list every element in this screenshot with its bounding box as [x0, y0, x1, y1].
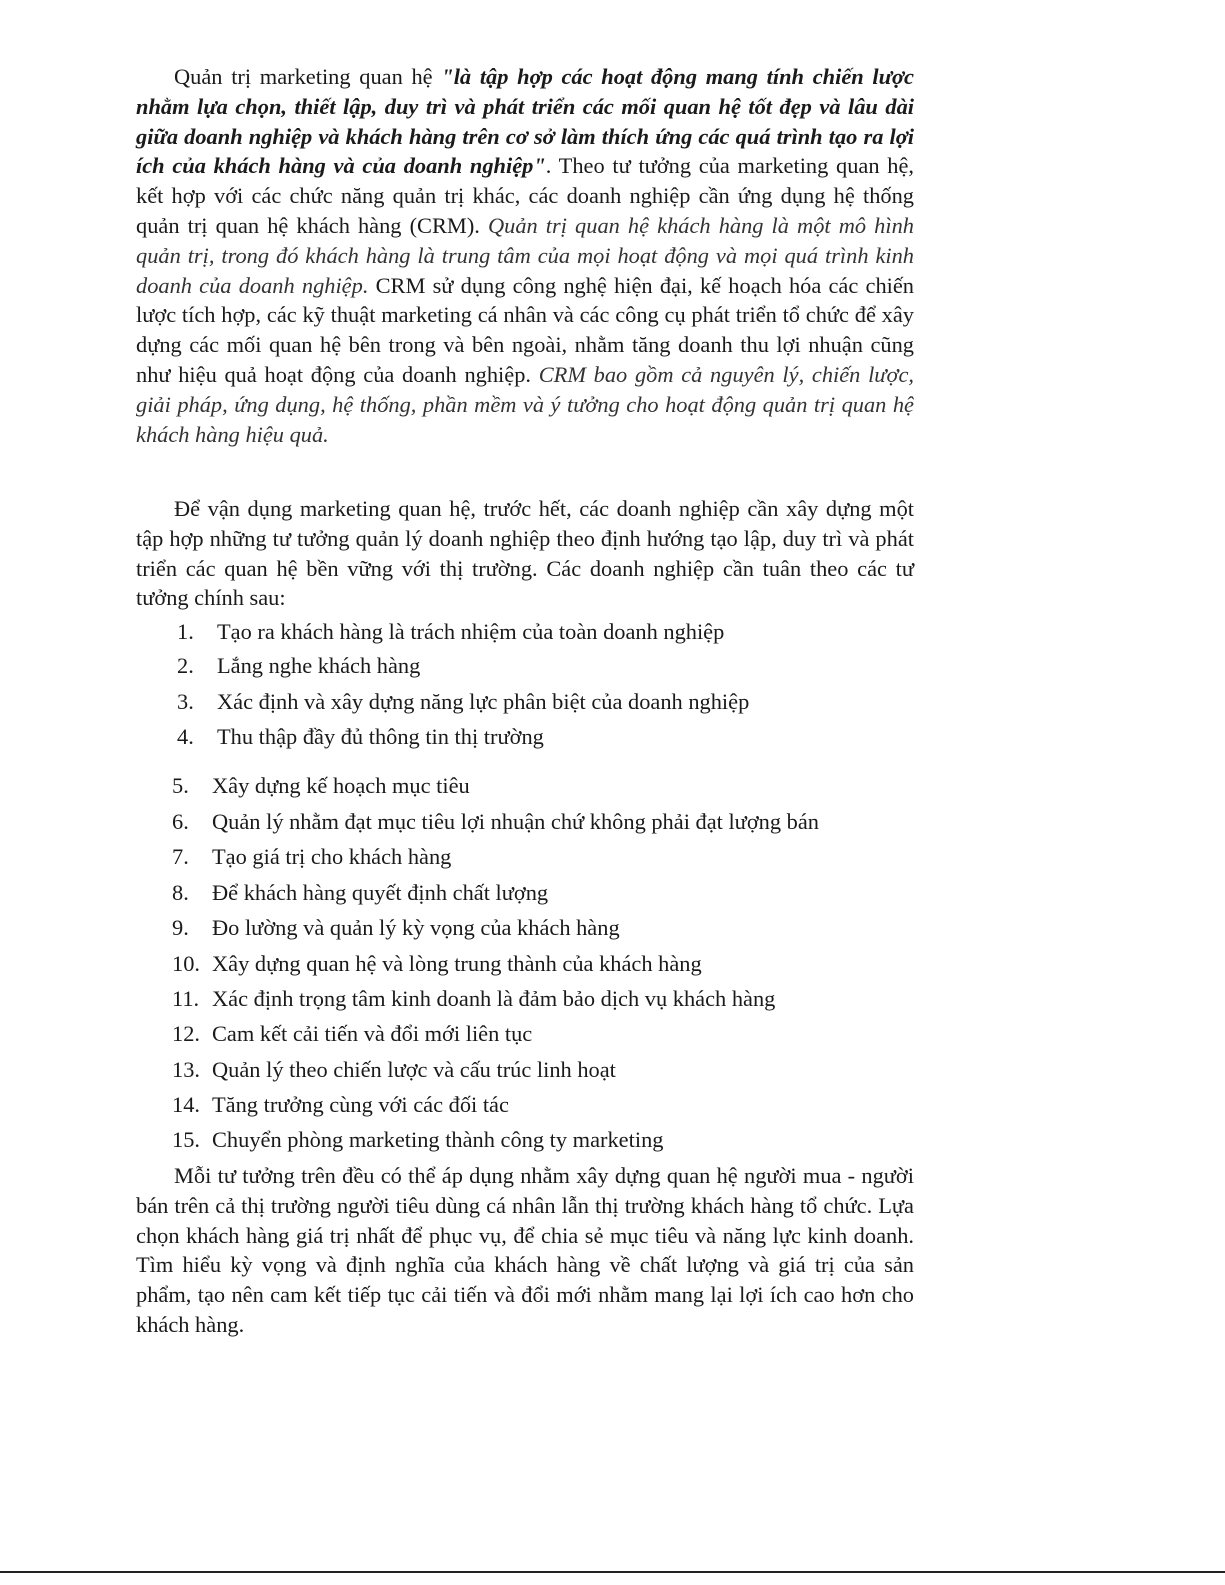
paragraph1-intro: Quản trị marketing quan hệ	[174, 64, 442, 89]
paragraph-principles-intro	[136, 494, 914, 613]
list-item: 11. Xác định trọng tâm kinh doanh là đảm bảo dịch vụ khách hàng	[172, 986, 776, 1011]
list-item: 14. Tăng trưởng cùng với các đối tác	[172, 1092, 509, 1117]
paragraph1-crm-scope-italic: CRM bao gồm cả nguyên lý, chiến lược, giải pháp, ứng dụng, hệ thống, phần mềm và ý tưởng cho hoạt động quản trị quan hệ khách hàng hiệu quả.	[136, 361, 914, 447]
list-item: 9. Đo lường và quản lý kỳ vọng của khách hàng	[172, 915, 620, 940]
list-item: 13. Quản lý theo chiến lược và cấu trúc linh hoạt	[172, 1057, 616, 1082]
paragraph2-text: Để vận dụng marketing quan hệ, trước hết, các doanh nghiệp cần xây dựng một tập hợp những tư tưởng quản lý doanh nghiệp theo định hướng tạo lập, duy trì và phát triển các quan hệ bền vững với thị trường. Các doanh nghiệp cần tuân theo các tư tưởng chính sau:	[136, 496, 914, 611]
list-item: 7. Tạo giá trị cho khách hàng	[172, 844, 452, 869]
list-item: 12. Cam kết cải tiến và đổi mới liên tục	[172, 1021, 533, 1046]
list-item: 8. Để khách hàng quyết định chất lượng	[172, 880, 549, 905]
paragraph1-crm-italic: Quản trị quan hệ khách hàng là một mô hình quản trị, trong đó khách hàng là trung tâm của mọi hoạt động và mọi quá trình kinh doanh của doanh nghiệp.	[136, 212, 914, 298]
paragraph1-quote: "là tập hợp các hoạt động mang tính chiến lược nhằm lựa chọn, thiết lập, duy trì và phát triển các mối quan hệ tốt đẹp và lâu dài giữa doanh nghiệp và khách hàng trên cơ sở làm thích ứng các quá trình tạo ra lợi ích của khách hàng và của doanh nghiệp"	[136, 64, 914, 179]
paragraph1-text-a: . Theo tư tưởng của marketing quan hệ, kết hợp với các chức năng quản trị khác, các doanh nghiệp cần ứng dụng hệ thống quản trị quan hệ khách hàng (CRM).	[136, 153, 914, 238]
paragraph1-text-b: CRM sử dụng công nghệ hiện đại, kế hoạch hóa các chiến lược tích hợp, các kỹ thuật marketing cá nhân và các công cụ phát triển tổ chức để xây dựng các mối quan hệ bên trong và bên ngoài, nhằm tăng doanh thu lợi nhuận cũng như hiệu quả hoạt động của doanh nghiệp.	[136, 272, 914, 387]
list-item: 5. Xây dựng kế hoạch mục tiêu	[172, 773, 470, 798]
paragraph-crm-definition	[136, 62, 914, 449]
list-item: 3. Xác định và xây dựng năng lực phân biệt của doanh nghiệp	[177, 689, 750, 714]
paragraph-application	[136, 1161, 914, 1340]
list-item: 2. Lắng nghe khách hàng	[177, 653, 421, 678]
paragraph3-text: Mỗi tư tưởng trên đều có thể áp dụng nhằm xây dựng quan hệ người mua - người bán trên cả thị trường người tiêu dùng cá nhân lẫn thị trường khách hàng tổ chức. Lựa chọn khách hàng giá trị nhất để phục vụ, để chia sẻ mục tiêu và năng lực kinh doanh. Tìm hiểu kỳ vọng và định nghĩa của khách hàng về chất lượng và giá trị của sản phẩm, tạo nên cam kết tiếp tục cải tiến và đổi mới nhằm mang lại lợi ích cao hơn cho khách hàng.	[136, 1163, 914, 1337]
list-item: 15. Chuyển phòng marketing thành công ty marketing	[172, 1127, 664, 1152]
page-bottom-rule	[0, 1571, 1225, 1573]
list-item: 4. Thu thập đầy đủ thông tin thị trường	[177, 724, 544, 749]
list-item: 6. Quản lý nhằm đạt mục tiêu lợi nhuận chứ không phải đạt lượng bán	[172, 809, 819, 834]
list-item: 1. Tạo ra khách hàng là trách nhiệm của toàn doanh nghiệp	[177, 619, 725, 644]
list-item: 10. Xây dựng quan hệ và lòng trung thành của khách hàng	[172, 951, 702, 976]
